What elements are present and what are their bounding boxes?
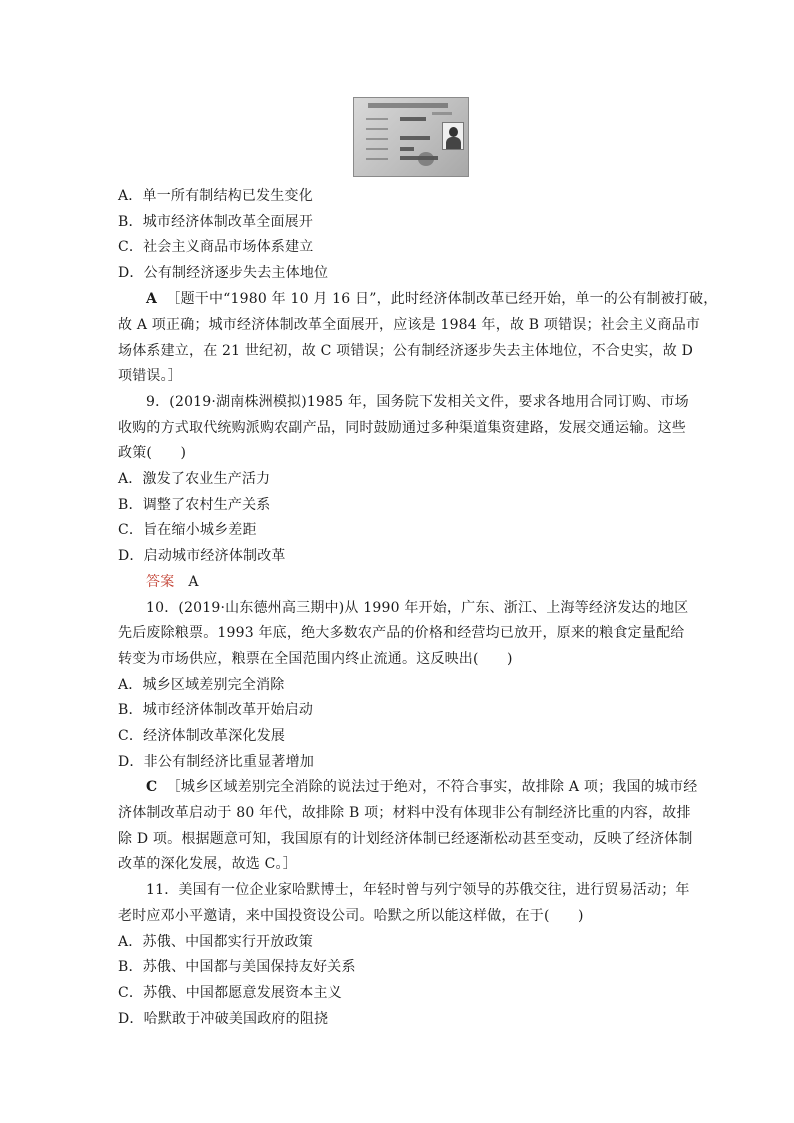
q9-stem-line-2: 收购的方式取代统购派购农副产品，同时鼓励通过多种渠道集资建路，发展交通运输。这些 — [118, 420, 686, 436]
q11-option-b: B．苏俄、中国都与美国保持友好关系 — [118, 959, 356, 975]
q8-option-b: B．城市经济体制改革全面展开 — [118, 214, 314, 230]
q10-explanation-line-3: 除 D 项。根据题意可知，我国原有的计划经济体制已经逐渐松动甚至变动，反映了经济体制 — [118, 831, 693, 847]
q11-option-d: D．哈默敢于冲破美国政府的阻挠 — [118, 1011, 329, 1027]
seal-icon — [418, 152, 434, 166]
q9-answer-value: A — [188, 574, 199, 590]
q8-explanation-line-1: A ［题干中“1980 年 10 月 16 日”，此时经济体制改革已经开始，单一的公有制被打破， — [146, 291, 718, 307]
q9-stem-line-3: 政策( ) — [118, 445, 187, 461]
q8-explanation-line-3: 场体系建立，在 21 世纪初，故 C 项错误；公有制经济逐步失去主体地位，不合史实，故 D — [118, 343, 693, 359]
q8-explanation-line-2: 故 A 项正确；城市经济体制改革全面展开，应该是 1984 年，故 B 项错误；社会主义商品市 — [118, 317, 701, 333]
q10-option-a: A．城乡区域差别完全消除 — [118, 677, 285, 693]
q9-stem-line-1: 9．(2019·湖南株洲模拟)1985 年，国务院下发相关文件，要求各地用合同订购、市场 — [146, 394, 689, 410]
q8-option-a: A．单一所有制结构已发生变化 — [118, 188, 313, 204]
q10-option-c: C．经济体制改革深化发展 — [118, 728, 286, 744]
q10-explanation-line-1: C ［城乡区域差别完全消除的说法过于绝对，不符合事实，故排除 A 项；我国的城市经 — [146, 779, 698, 795]
q10-option-b: B．城市经济体制改革开始启动 — [118, 702, 314, 718]
q9-option-a: A．激发了农业生产活力 — [118, 471, 271, 487]
answer-label: 答案 — [146, 574, 175, 590]
q9-answer — [146, 572, 716, 592]
q11-option-c: C．苏俄、中国都愿意发展资本主义 — [118, 985, 342, 1001]
q9-option-c: C．旨在缩小城乡差距 — [118, 522, 257, 538]
q10-answer-letter: C — [146, 779, 158, 795]
business-license-photo — [353, 97, 469, 177]
q10-stem-line-2: 先后废除粮票。1993 年底，绝大多数农产品的价格和经营均已放开，原来的粮食定量配给 — [118, 625, 685, 641]
q9-option-d: D．启动城市经济体制改革 — [118, 548, 286, 564]
q10-stem-line-3: 转变为市场供应，粮票在全国范围内终止流通。这反映出( ) — [118, 651, 513, 667]
q10-explanation-line-2: 济体制改革启动于 80 年代，故排除 B 项；材料中没有体现非公有制经济比重的内容，故排 — [118, 805, 691, 821]
q11-stem-line-1: 11．美国有一位企业家哈默博士，年轻时曾与列宁领导的苏俄交往，进行贸易活动；年 — [146, 882, 690, 898]
q10-stem-line-1: 10．(2019·山东德州高三期中)从 1990 年开始，广东、浙江、上海等经济发达的地区 — [146, 600, 689, 616]
q10-option-d: D．非公有制经济比重显著增加 — [118, 754, 315, 770]
q9-option-b: B．调整了农村生产关系 — [118, 497, 271, 513]
q8-explanation-line-4: 项错误。］ — [118, 368, 182, 384]
q11-option-a: A．苏俄、中国都实行开放政策 — [118, 934, 313, 950]
portrait-icon — [442, 122, 464, 150]
q11-stem-line-2: 老时应邓小平邀请，来中国投资设公司。哈默之所以能这样做，在于( ) — [118, 908, 584, 924]
q10-explanation-line-4: 改革的深化发展，故选 C。］ — [118, 856, 297, 872]
q8-option-d: D．公有制经济逐步失去主体地位 — [118, 265, 329, 281]
q8-option-c: C．社会主义商品市场体系建立 — [118, 239, 314, 255]
q8-answer-letter: A — [146, 291, 158, 307]
